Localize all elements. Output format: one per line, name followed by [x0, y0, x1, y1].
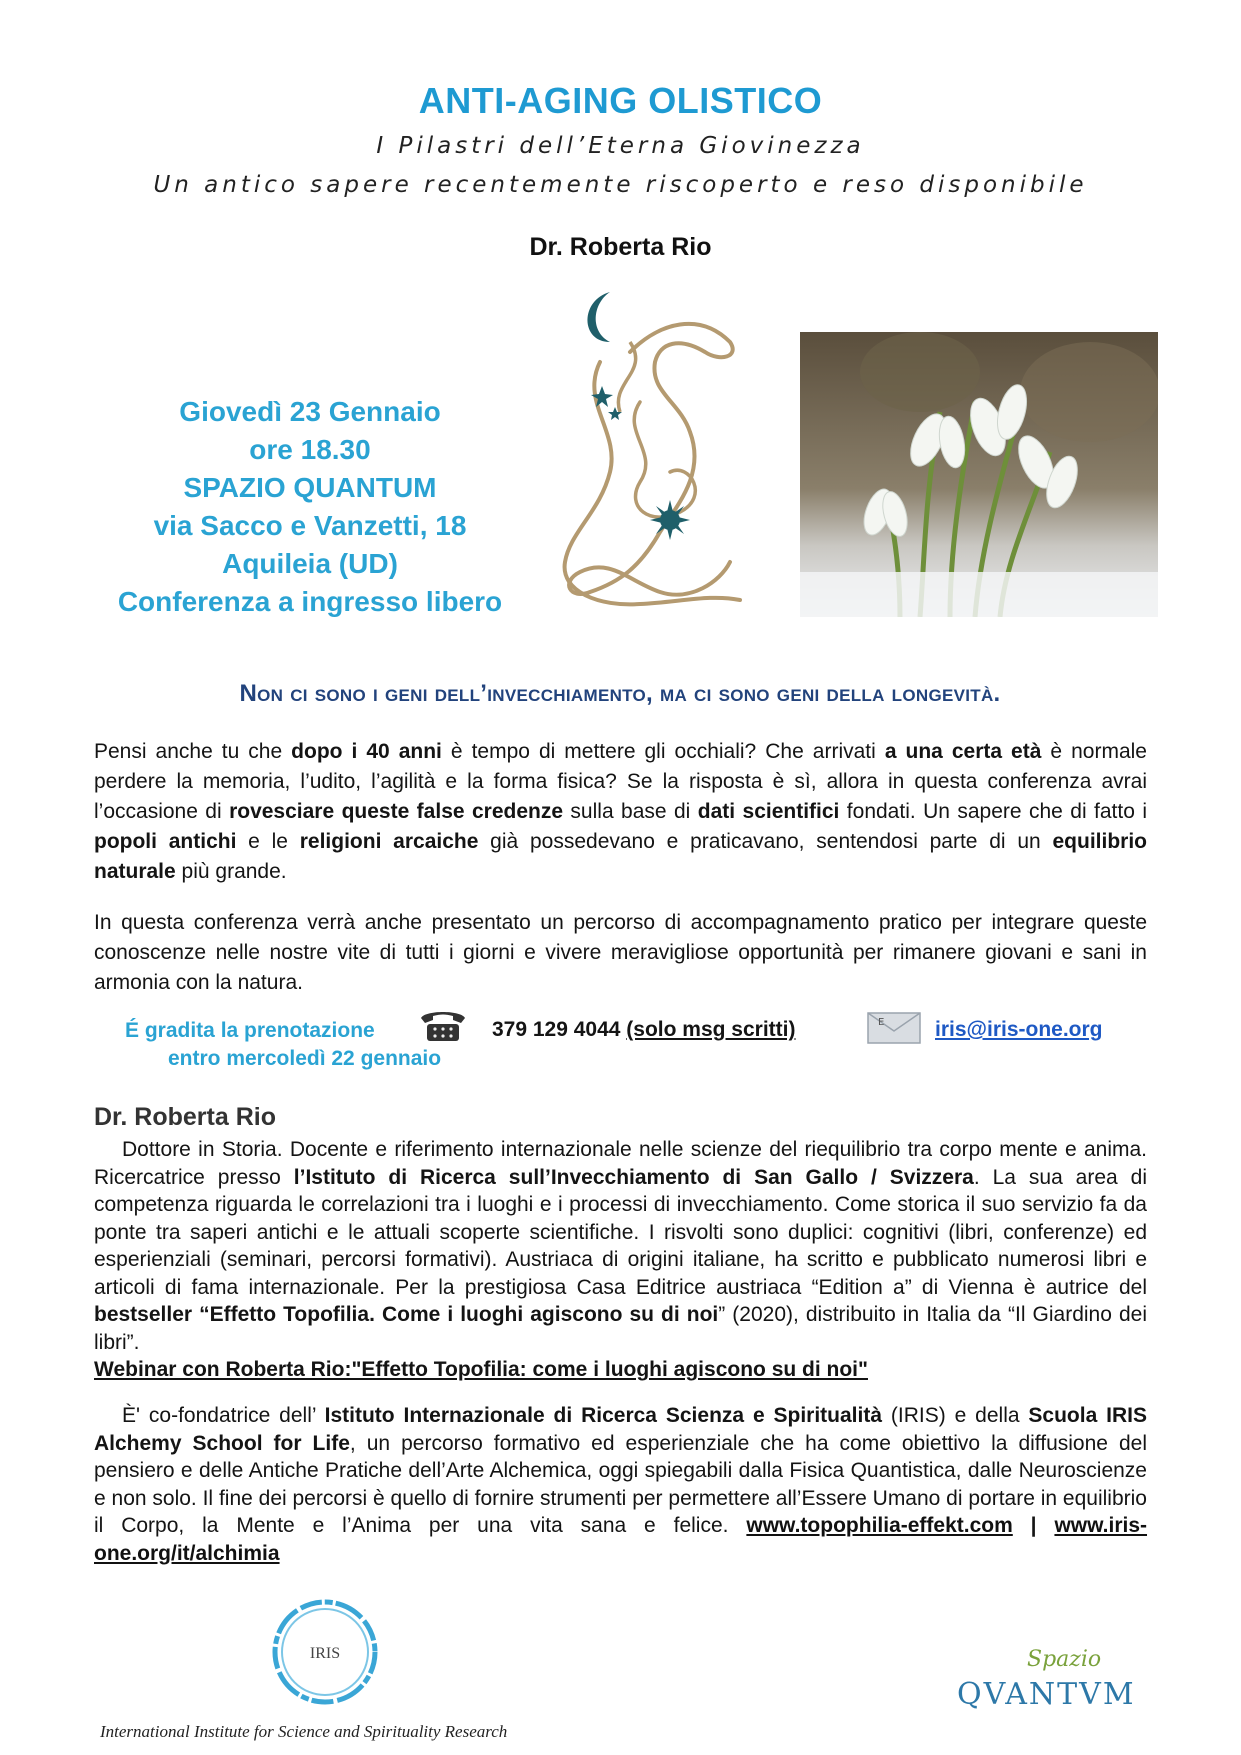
bio-title: Dr. Roberta Rio — [94, 1103, 276, 1131]
email-link[interactable]: iris@iris-one.org — [935, 1018, 1103, 1041]
booking-line-2: entro mercoledì 22 gennaio — [168, 1047, 442, 1070]
iris-caption: International Institute for Science and Spirituality Research — [100, 1722, 508, 1741]
svg-text:QVANTVM: QVANTVM — [957, 1677, 1136, 1710]
booking-note — [125, 1017, 441, 1073]
cofounder-paragraph: È' co-fondatrice dell’ Istituto Internazionale di Ricerca Scienza e Spiritualità (IRIS) e della Scuola IRIS Alchemy School for Life, un percorso formativo ed esperienziale che ha come obiettivo la diffusione del pensiero e delle Antiche Pratiche dell’Arte Alchemica, oggi spiegabili dalla Fisica Quantistica, dalle Neuroscienze e non solo. Il fine dei percorsi è quello di fornire strumenti per permettere all’Essere Umano di portare in equilibrio il Corpo, la Mente e l’Anima per una vita sana e felice. www.topophilia-effekt.com | www.iris-one.org/it/alchimia — [94, 1404, 1148, 1565]
svg-text:Spazio: Spazio — [1027, 1647, 1102, 1672]
event-venue: SPAZIO QUANTUM — [183, 472, 437, 503]
subtitle-2: Un antico sapere recentemente riscoperto e reso disponibile — [153, 172, 1088, 198]
event-date: Giovedì 23 Gennaio — [179, 396, 441, 427]
event-details — [90, 393, 530, 621]
event-time: ore 18.30 — [249, 434, 371, 465]
line-art-woman-logo — [540, 282, 760, 622]
envelope-icon — [866, 1009, 922, 1045]
page-title: ANTI-AGING OLISTICO — [418, 80, 823, 121]
svg-text:IRIS: IRIS — [309, 1645, 341, 1662]
intro-paragraph: Pensi anche tu che dopo i 40 anni è tempo di mettere gli occhiali? Che arrivati a una certa età è normale perdere la memoria, l’udito, l’agilità e la forma fisica? Se la risposta è sì, allora in questa conferenza avrai l’occasione di rovesciare queste false credenze sulla base di dati scientifici fondati. Un sapere che di fatto i popoli antichi e le religioni arcaiche già possedevano e praticavano, sentendosi parte di un equilibrio naturale più grande. — [94, 740, 1147, 883]
event-address: via Sacco e Vanzetti, 18 — [153, 510, 467, 541]
speaker-name: Dr. Roberta Rio — [529, 233, 712, 261]
iris-alchimia-link[interactable]: www.iris-one.org/it/alchimia — [94, 1514, 1148, 1565]
iris-logo — [270, 1597, 380, 1707]
telephone-icon — [415, 1008, 471, 1044]
phone-number[interactable]: 379 129 4044 (solo msg scritti) — [492, 1018, 796, 1041]
topophilia-link[interactable]: www.topophilia-effekt.com — [746, 1514, 1013, 1537]
svg-text:E: E — [878, 1017, 885, 1028]
event-entry: Conferenza a ingresso libero — [117, 586, 503, 617]
booking-line-1: É gradita la prenotazione — [125, 1019, 375, 1042]
event-city: Aquileia (UD) — [222, 548, 398, 579]
program-paragraph: In questa conferenza verrà anche presentato un percorso di accompagnamento pratico per integrare queste conoscenze nelle nostre vite di tutti i giorni e vivere meravigliose opportunità per rimanere giovani e sani in armonia con la natura. — [94, 911, 1147, 994]
subtitle-1: I Pilastri dell’Eterna Giovinezza — [376, 133, 865, 159]
spazio-quantum-logo — [952, 1638, 1152, 1710]
snowdrop-flowers-photo — [800, 332, 1158, 617]
webinar-link[interactable]: Webinar con Roberta Rio:"Effetto Topofilia: come i luoghi agiscono su di noi" — [94, 1358, 868, 1381]
bio-paragraph: Dottore in Storia. Docente e riferimento internazionale nelle scienze del riequilibrio tra corpo mente e anima. Ricercatrice presso l’Istituto di Ricerca sull’Invecchiamento di San Gallo / Svizzera. La sua area di competenza riguarda le correlazioni tra i luoghi e i processi di invecchiamento. Come storica il suo servizio fa da ponte tra saperi antichi e le attuali scoperte scientifiche. I risvolti sono duplici: cognitivi (libri, conferenze) ed esperienziali (seminari, percorsi formativi). Austriaca di origini italiane, ha scritto e pubblicato numerosi libri e articoli di fama internazionale. Per la prestigiosa Casa Editrice austriaca “Edition a” di Vienna è autrice del bestseller “Effetto Topofilia. Come i luoghi agiscono su di noi” (2020), distribuito in Italia da “Il Giardino dei libri”. Webinar con Roberta Rio:"Effetto Topofilia: come i luoghi agiscono su di noi" — [94, 1138, 1148, 1381]
headline-statement: Non ci sono i geni dell’invecchiamento, ma ci sono geni della longevità. — [239, 680, 1001, 707]
